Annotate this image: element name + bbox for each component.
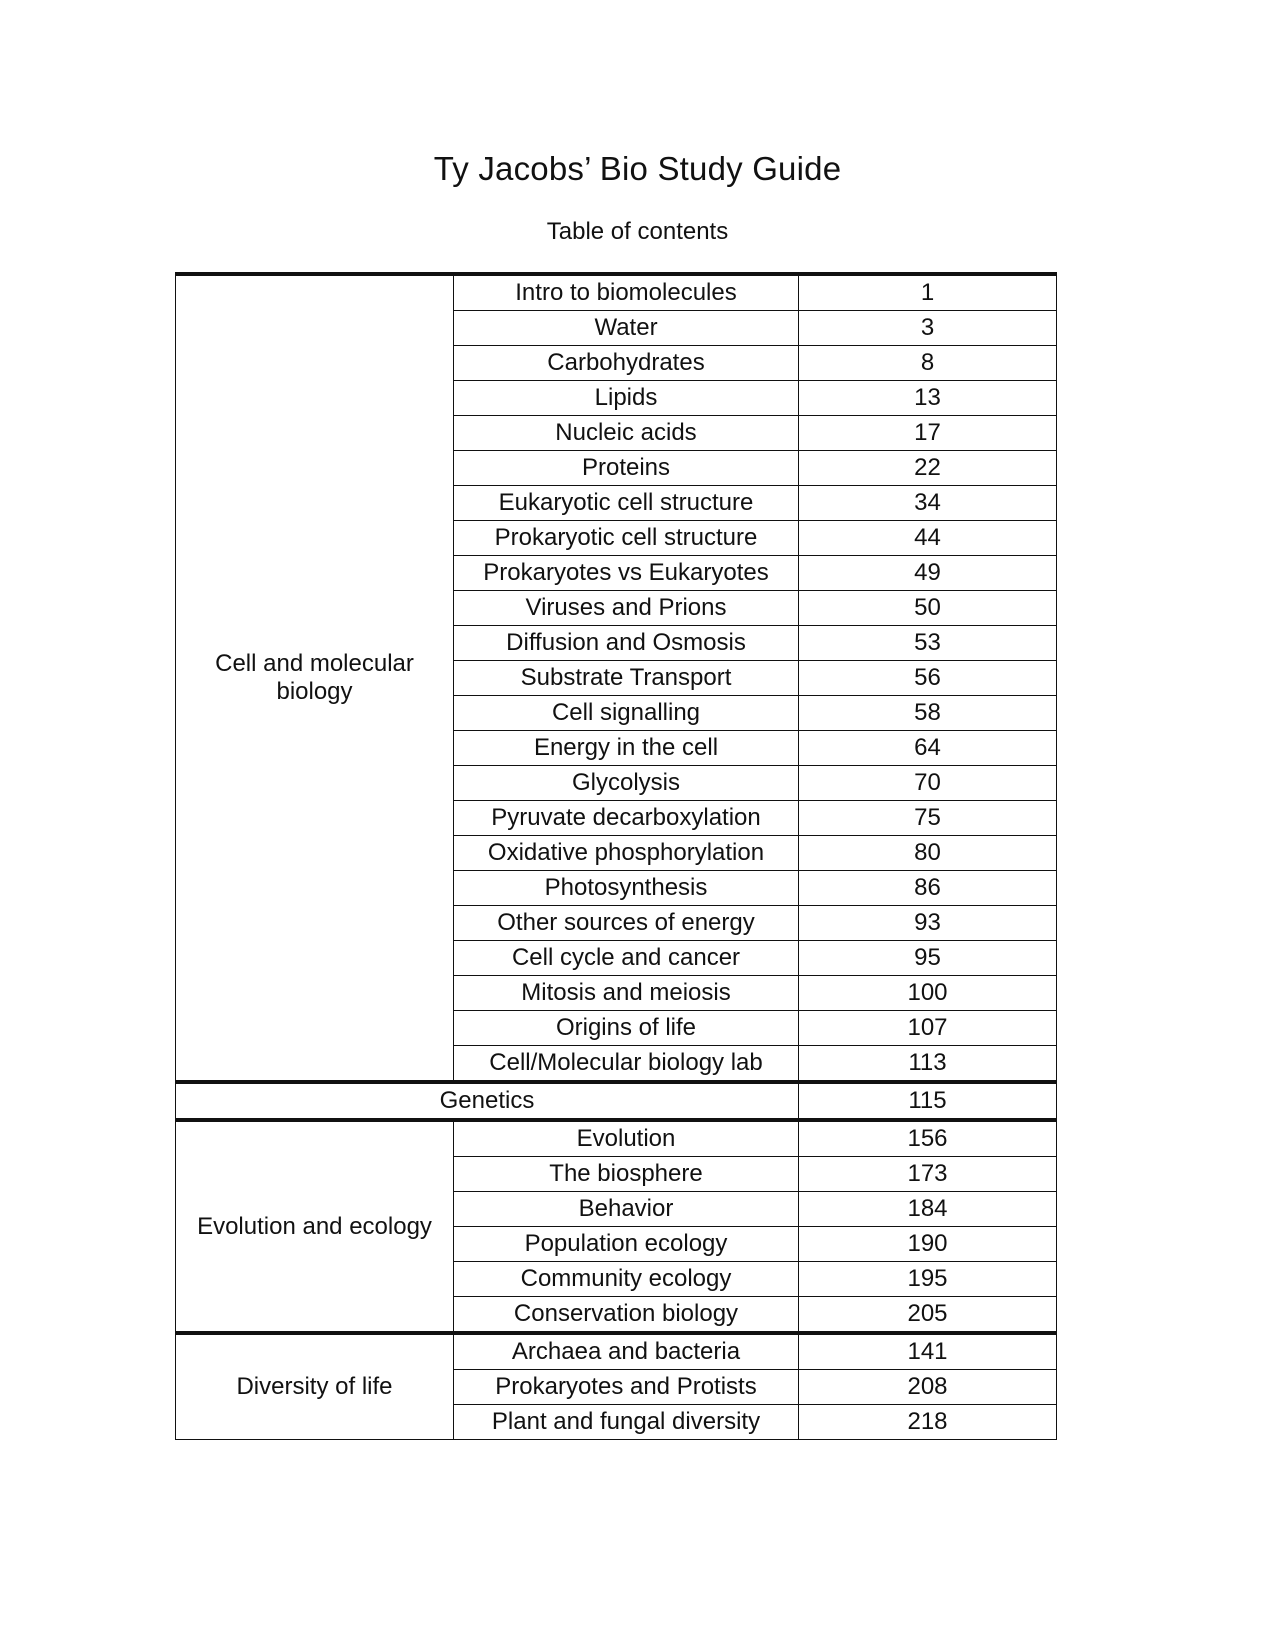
page-number: 184 (799, 1192, 1057, 1227)
topic-title: Viruses and Prions (454, 591, 799, 626)
page-number: 190 (799, 1227, 1057, 1262)
topic-title: Photosynthesis (454, 871, 799, 906)
page-number: 173 (799, 1157, 1057, 1192)
page-number: 205 (799, 1297, 1057, 1334)
page-number: 95 (799, 941, 1057, 976)
page-number: 70 (799, 766, 1057, 801)
page-number: 1 (799, 274, 1057, 311)
topic-title: Behavior (454, 1192, 799, 1227)
topic-title: Prokaryotic cell structure (454, 521, 799, 556)
page-number: 49 (799, 556, 1057, 591)
topic-title: Substrate Transport (454, 661, 799, 696)
page-number: 22 (799, 451, 1057, 486)
page-number: 17 (799, 416, 1057, 451)
table-row (176, 274, 1057, 311)
page-number: 64 (799, 731, 1057, 766)
page-number: 107 (799, 1011, 1057, 1046)
page-number: 53 (799, 626, 1057, 661)
page-number: 195 (799, 1262, 1057, 1297)
topic-title: Water (454, 311, 799, 346)
page-number: 80 (799, 836, 1057, 871)
page-number: 100 (799, 976, 1057, 1011)
topic-title: Archaea and bacteria (454, 1333, 799, 1370)
topic-title: Cell signalling (454, 696, 799, 731)
topic-title: Eukaryotic cell structure (454, 486, 799, 521)
section-name: Diversity of life (176, 1333, 454, 1440)
topic-title: Conservation biology (454, 1297, 799, 1334)
section-name: Cell and molecular biology (176, 274, 454, 1082)
page-number: 93 (799, 906, 1057, 941)
topic-title: Cell/Molecular biology lab (454, 1046, 799, 1083)
page-number: 86 (799, 871, 1057, 906)
page-number: 208 (799, 1370, 1057, 1405)
topic-title: Community ecology (454, 1262, 799, 1297)
topic-title: Mitosis and meiosis (454, 976, 799, 1011)
page-number: 113 (799, 1046, 1057, 1083)
document-title: Ty Jacobs’ Bio Study Guide (433, 150, 842, 187)
topic-title: Prokaryotes and Protists (454, 1370, 799, 1405)
topic-title: Carbohydrates (454, 346, 799, 381)
page-number: 13 (799, 381, 1057, 416)
topic-title: Evolution (454, 1120, 799, 1157)
topic-title: Nucleic acids (454, 416, 799, 451)
topic-title: Intro to biomolecules (454, 274, 799, 311)
table-of-contents (175, 272, 1057, 1440)
topic-title: Glycolysis (454, 766, 799, 801)
toc-body (176, 274, 1057, 1440)
topic-title: Proteins (454, 451, 799, 486)
page-number: 75 (799, 801, 1057, 836)
page-number: 58 (799, 696, 1057, 731)
toc-section-row (176, 1082, 1057, 1120)
topic-title: Pyruvate decarboxylation (454, 801, 799, 836)
page-number: 3 (799, 311, 1057, 346)
topic-title: Oxidative phosphorylation (454, 836, 799, 871)
toc-heading: Table of contents (546, 218, 729, 245)
page-number: 141 (799, 1333, 1057, 1370)
page-number: 56 (799, 661, 1057, 696)
page-number: 218 (799, 1405, 1057, 1440)
topic-title: Lipids (454, 381, 799, 416)
page-number: 44 (799, 521, 1057, 556)
topic-title: Energy in the cell (454, 731, 799, 766)
topic-title: Other sources of energy (454, 906, 799, 941)
table-row (176, 1333, 1057, 1370)
section-name: Evolution and ecology (176, 1120, 454, 1333)
topic-title: Population ecology (454, 1227, 799, 1262)
topic-title: Cell cycle and cancer (454, 941, 799, 976)
table-row (176, 1120, 1057, 1157)
page-number: 115 (799, 1082, 1057, 1120)
topic-title: Prokaryotes vs Eukaryotes (454, 556, 799, 591)
page-number: 34 (799, 486, 1057, 521)
section-name: Genetics (176, 1082, 799, 1120)
topic-title: Plant and fungal diversity (454, 1405, 799, 1440)
topic-title: The biosphere (454, 1157, 799, 1192)
topic-title: Origins of life (454, 1011, 799, 1046)
page-number: 156 (799, 1120, 1057, 1157)
topic-title: Diffusion and Osmosis (454, 626, 799, 661)
page-number: 8 (799, 346, 1057, 381)
page-number: 50 (799, 591, 1057, 626)
